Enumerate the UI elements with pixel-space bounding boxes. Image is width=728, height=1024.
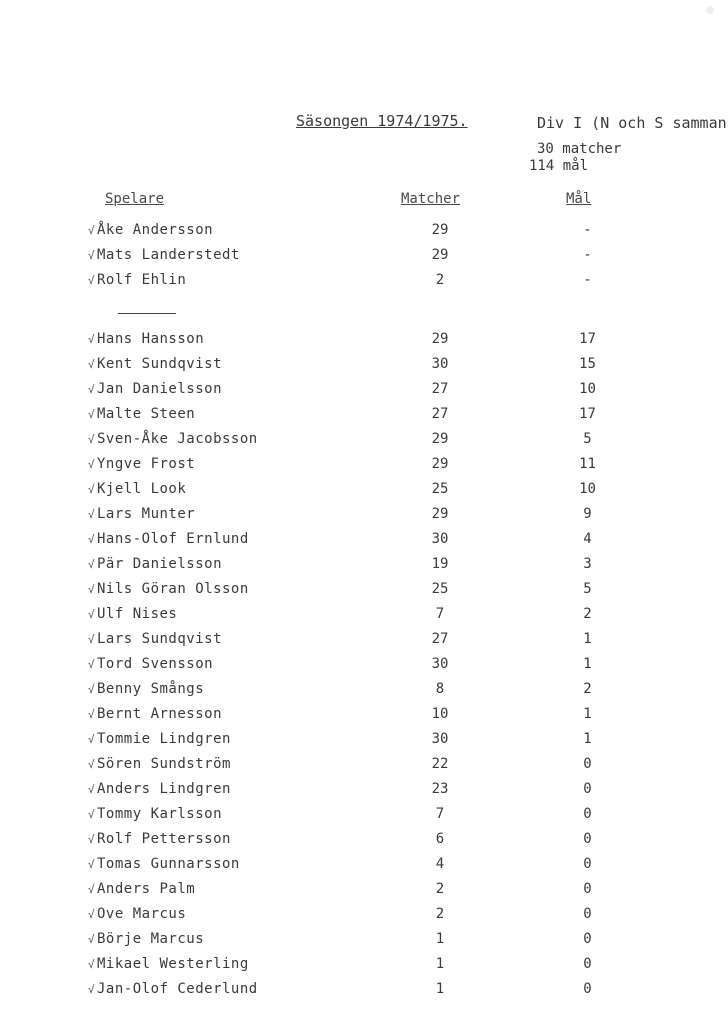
total-matches: 30 matcher bbox=[537, 141, 622, 157]
table-row bbox=[0, 856, 728, 880]
table-row bbox=[0, 731, 728, 755]
goals-value: 1 bbox=[583, 731, 592, 747]
goals-value: 0 bbox=[583, 756, 592, 772]
column-header-matches: Matcher bbox=[401, 191, 461, 207]
player-name: Anders Lindgren bbox=[97, 781, 231, 797]
goals-value: 1 bbox=[583, 656, 592, 672]
table-row bbox=[0, 481, 728, 505]
player-name: Börje Marcus bbox=[97, 931, 205, 947]
check-mark-icon: √ bbox=[88, 733, 95, 746]
goals-value: - bbox=[583, 222, 592, 238]
player-name: Lars Munter bbox=[97, 506, 196, 522]
table-row bbox=[0, 931, 728, 955]
matches-value: 30 bbox=[431, 731, 449, 747]
table-row bbox=[0, 631, 728, 655]
player-name: Nils Göran Olsson bbox=[97, 581, 249, 597]
goals-value: 11 bbox=[579, 456, 596, 472]
table-row bbox=[0, 956, 728, 980]
matches-value: 29 bbox=[431, 331, 449, 347]
goals-value: 17 bbox=[579, 406, 596, 422]
player-name: Tommie Lindgren bbox=[97, 731, 231, 747]
check-mark-icon: √ bbox=[88, 483, 95, 496]
check-mark-icon: √ bbox=[88, 358, 95, 371]
check-mark-icon: √ bbox=[88, 958, 95, 971]
matches-value: 10 bbox=[431, 706, 449, 722]
goals-value: 0 bbox=[583, 931, 592, 947]
check-mark-icon: √ bbox=[88, 583, 95, 596]
goals-value: 0 bbox=[583, 806, 592, 822]
player-name: Pär Danielsson bbox=[97, 556, 223, 572]
check-mark-icon: √ bbox=[88, 908, 95, 921]
check-mark-icon: √ bbox=[88, 683, 95, 696]
table-row bbox=[0, 681, 728, 705]
table-row bbox=[0, 981, 728, 1005]
check-mark-icon: √ bbox=[88, 983, 95, 996]
table-row bbox=[0, 506, 728, 530]
goals-value: 15 bbox=[579, 356, 596, 372]
goals-value: 0 bbox=[583, 781, 592, 797]
matches-value: 27 bbox=[431, 406, 449, 422]
check-mark-icon: √ bbox=[88, 333, 95, 346]
goals-value: 17 bbox=[579, 331, 596, 347]
table-row bbox=[0, 906, 728, 930]
check-mark-icon: √ bbox=[88, 833, 95, 846]
table-row bbox=[0, 756, 728, 780]
check-mark-icon: √ bbox=[88, 249, 95, 262]
check-mark-icon: √ bbox=[88, 508, 95, 521]
player-name: Anders Palm bbox=[97, 881, 196, 897]
player-name: Hans Hansson bbox=[97, 331, 205, 347]
matches-value: 29 bbox=[431, 222, 449, 238]
table-row bbox=[0, 272, 728, 296]
matches-value: 23 bbox=[431, 781, 449, 797]
goals-value: 3 bbox=[583, 556, 592, 572]
table-row bbox=[0, 806, 728, 830]
goals-value: 2 bbox=[583, 681, 592, 697]
player-name: Mats Landerstedt bbox=[97, 247, 240, 263]
matches-value: 8 bbox=[435, 681, 445, 697]
player-name: Jan-Olof Cederlund bbox=[97, 981, 258, 997]
goals-value: 1 bbox=[583, 631, 592, 647]
check-mark-icon: √ bbox=[88, 658, 95, 671]
column-header-goals: Mål bbox=[566, 191, 592, 207]
player-name: Kent Sundqvist bbox=[97, 356, 223, 372]
matches-value: 25 bbox=[431, 581, 449, 597]
goals-value: 0 bbox=[583, 881, 592, 897]
player-name: Sören Sundström bbox=[97, 756, 231, 772]
matches-value: 4 bbox=[435, 856, 445, 872]
player-name: Hans-Olof Ernlund bbox=[97, 531, 249, 547]
check-mark-icon: √ bbox=[88, 558, 95, 571]
table-row bbox=[0, 456, 728, 480]
check-mark-icon: √ bbox=[88, 808, 95, 821]
matches-value: 25 bbox=[431, 481, 449, 497]
matches-value: 27 bbox=[431, 631, 449, 647]
check-mark-icon: √ bbox=[88, 408, 95, 421]
matches-value: 29 bbox=[431, 506, 449, 522]
check-mark-icon: √ bbox=[88, 758, 95, 771]
goals-value: 10 bbox=[579, 381, 596, 397]
player-name: Ove Marcus bbox=[97, 906, 187, 922]
player-name: Tommy Karlsson bbox=[97, 806, 223, 822]
player-name: Kjell Look bbox=[97, 481, 187, 497]
matches-value: 1 bbox=[435, 956, 445, 972]
player-name: Jan Danielsson bbox=[97, 381, 223, 397]
goals-value: 9 bbox=[583, 506, 592, 522]
check-mark-icon: √ bbox=[88, 783, 95, 796]
player-name: Mikael Westerling bbox=[97, 956, 249, 972]
matches-value: 1 bbox=[435, 931, 445, 947]
matches-value: 2 bbox=[435, 906, 445, 922]
section-divider bbox=[118, 313, 176, 314]
check-mark-icon: √ bbox=[88, 608, 95, 621]
table-row bbox=[0, 222, 728, 246]
table-row bbox=[0, 556, 728, 580]
matches-value: 29 bbox=[431, 247, 449, 263]
player-name: Rolf Ehlin bbox=[97, 272, 187, 288]
table-row bbox=[0, 406, 728, 430]
goals-value: - bbox=[583, 247, 592, 263]
total-goals: 114 mål bbox=[529, 158, 589, 174]
table-row bbox=[0, 247, 728, 271]
matches-value: 29 bbox=[431, 456, 449, 472]
column-header-player: Spelare bbox=[105, 191, 165, 207]
goals-value: 0 bbox=[583, 906, 592, 922]
check-mark-icon: √ bbox=[88, 224, 95, 237]
table-row bbox=[0, 431, 728, 455]
matches-value: 30 bbox=[431, 656, 449, 672]
table-row bbox=[0, 331, 728, 355]
goals-value: 4 bbox=[583, 531, 592, 547]
table-row bbox=[0, 706, 728, 730]
check-mark-icon: √ bbox=[88, 883, 95, 896]
season-title: Säsongen 1974/1975. bbox=[296, 112, 468, 130]
matches-value: 6 bbox=[435, 831, 445, 847]
matches-value: 2 bbox=[435, 881, 445, 897]
matches-value: 30 bbox=[431, 531, 449, 547]
paper-speck bbox=[706, 6, 714, 14]
goals-value: 0 bbox=[583, 956, 592, 972]
table-row bbox=[0, 606, 728, 630]
matches-value: 7 bbox=[435, 806, 445, 822]
check-mark-icon: √ bbox=[88, 274, 95, 287]
goals-value: 0 bbox=[583, 831, 592, 847]
check-mark-icon: √ bbox=[88, 383, 95, 396]
check-mark-icon: √ bbox=[88, 533, 95, 546]
check-mark-icon: √ bbox=[88, 858, 95, 871]
matches-value: 2 bbox=[435, 272, 445, 288]
player-name: Tomas Gunnarsson bbox=[97, 856, 240, 872]
table-row bbox=[0, 881, 728, 905]
table-row bbox=[0, 831, 728, 855]
matches-value: 22 bbox=[431, 756, 449, 772]
check-mark-icon: √ bbox=[88, 708, 95, 721]
goals-value: 1 bbox=[583, 706, 592, 722]
check-mark-icon: √ bbox=[88, 433, 95, 446]
goals-value: 10 bbox=[579, 481, 596, 497]
matches-value: 7 bbox=[435, 606, 445, 622]
matches-value: 1 bbox=[435, 981, 445, 997]
division-label: Div I (N och S samman bbox=[537, 114, 727, 132]
player-name: Lars Sundqvist bbox=[97, 631, 223, 647]
goals-value: 0 bbox=[583, 856, 592, 872]
goals-value: 5 bbox=[583, 431, 592, 447]
check-mark-icon: √ bbox=[88, 933, 95, 946]
goals-value: 2 bbox=[583, 606, 592, 622]
goals-value: - bbox=[583, 272, 592, 288]
player-name: Bernt Arnesson bbox=[97, 706, 223, 722]
player-name: Benny Smångs bbox=[97, 681, 205, 697]
table-row bbox=[0, 656, 728, 680]
goals-value: 0 bbox=[583, 981, 592, 997]
player-name: Ulf Nises bbox=[97, 606, 178, 622]
player-name: Sven-Åke Jacobsson bbox=[97, 431, 258, 447]
matches-value: 29 bbox=[431, 431, 449, 447]
player-name: Tord Svensson bbox=[97, 656, 214, 672]
matches-value: 27 bbox=[431, 381, 449, 397]
player-name: Malte Steen bbox=[97, 406, 196, 422]
player-name: Rolf Pettersson bbox=[97, 831, 231, 847]
check-mark-icon: √ bbox=[88, 458, 95, 471]
table-row bbox=[0, 356, 728, 380]
matches-value: 30 bbox=[431, 356, 449, 372]
player-name: Åke Andersson bbox=[97, 222, 214, 238]
player-name: Yngve Frost bbox=[97, 456, 196, 472]
table-row bbox=[0, 581, 728, 605]
goals-value: 5 bbox=[583, 581, 592, 597]
matches-value: 19 bbox=[431, 556, 449, 572]
table-row bbox=[0, 381, 728, 405]
table-row bbox=[0, 531, 728, 555]
table-row bbox=[0, 781, 728, 805]
check-mark-icon: √ bbox=[88, 633, 95, 646]
